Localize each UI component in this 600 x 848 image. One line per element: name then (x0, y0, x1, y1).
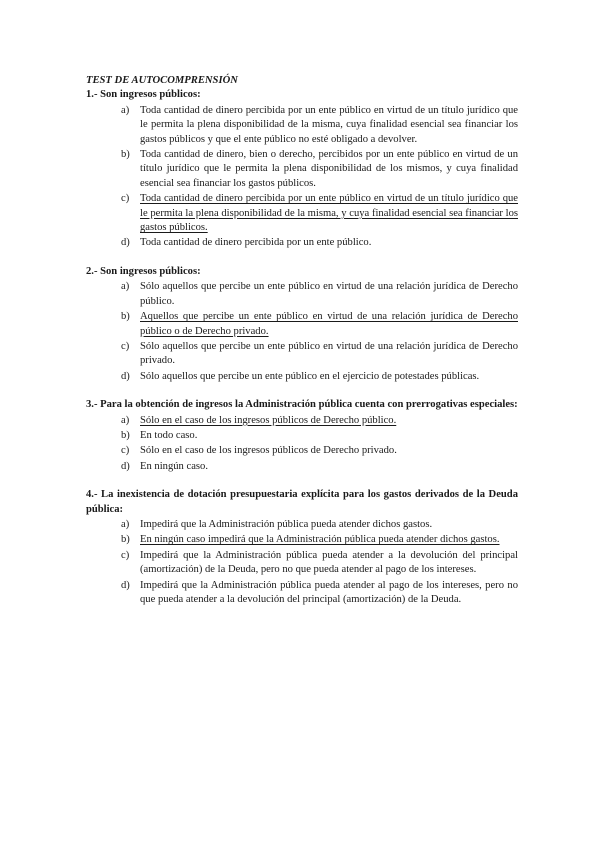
option-2c: c) Sólo aquellos que percibe un ente público en virtud de una relación jurídica de Derecho privado. (121, 340, 518, 367)
option-1c-correct: c) Toda cantidad de dinero percibida por un ente público en virtud de un título jurídico que le permita la plena disponibilidad de la misma, y cuya finalidad esencial sea financiar los gastos públicos. (121, 193, 518, 234)
question-2-options (86, 280, 518, 384)
question-1 (86, 88, 518, 250)
question-1-options (86, 104, 518, 251)
question-2 (86, 265, 518, 384)
option-1d: d) Toda cantidad de dinero percibida por un ente público. (121, 237, 372, 249)
option-1b: b) Toda cantidad de dinero, bien o derecho, percibidos por un ente público en virtud de un título jurídico que le permita la plena disponibilidad de los mismos, y cuya finalidad esencial sea financiar los gastos públicos. (121, 149, 518, 189)
question-4-text: 4.- La inexistencia de dotación presupuestaria explícita para los gastos derivados de la Deuda pública: (86, 489, 518, 515)
option-4c: c) Impedirá que la Administración pública pueda atender a la devolución del principal (amortización) de la Deuda, pero no que pueda atender al pago de los intereses. (121, 549, 518, 576)
question-3-options (86, 414, 518, 475)
option-2d: d) Sólo aquellos que percibe un ente público en el ejercicio de potestades públicas. (121, 370, 480, 382)
question-4 (86, 488, 518, 607)
option-2b-correct: b) Aquellos que percibe un ente público en virtud de una relación jurídica de Derecho público o de Derecho privado. (121, 311, 518, 337)
question-2-text: 2.- Son ingresos públicos: (86, 265, 201, 277)
question-4-options (86, 518, 518, 607)
question-1-text: 1.- Son ingresos públicos: (86, 89, 201, 101)
option-3d: d) En ningún caso. (121, 460, 208, 472)
option-4a: a) Impedirá que la Administración pública pueda atender dichos gastos. (121, 518, 433, 530)
question-3-text: 3.- Para la obtención de ingresos la Administración pública cuenta con prerrogativas especiales: (86, 399, 518, 411)
option-3b: b) En todo caso. (121, 429, 198, 441)
option-2a: a) Sólo aquellos que percibe un ente público en virtud de una relación jurídica de Derecho público. (121, 281, 518, 307)
option-3a-correct: a) Sólo en el caso de los ingresos públicos de Derecho público. (121, 414, 397, 426)
question-3 (86, 398, 518, 474)
option-4b-correct: b) En ningún caso impedirá que la Administración pública pueda atender dichos gastos. (121, 534, 500, 546)
option-4d: d) Impedirá que la Administración pública pueda atender al pago de los intereses, pero no que pueda atender a la devolución del principal (amortización) de la Deuda. (121, 579, 518, 605)
test-title: TEST DE AUTOCOMPRENSIÓN (86, 75, 238, 86)
option-1a: a) Toda cantidad de dinero percibida por un ente público en virtud de un título jurídico que le permita la plena disponibilidad de la misma, cuya finalidad esencial sea financiar los gastos públicos y que el ente público no esté obligado a devolver. (121, 104, 518, 145)
option-3c: c) Sólo en el caso de los ingresos públicos de Derecho privado. (121, 445, 397, 457)
test-content (86, 74, 518, 621)
